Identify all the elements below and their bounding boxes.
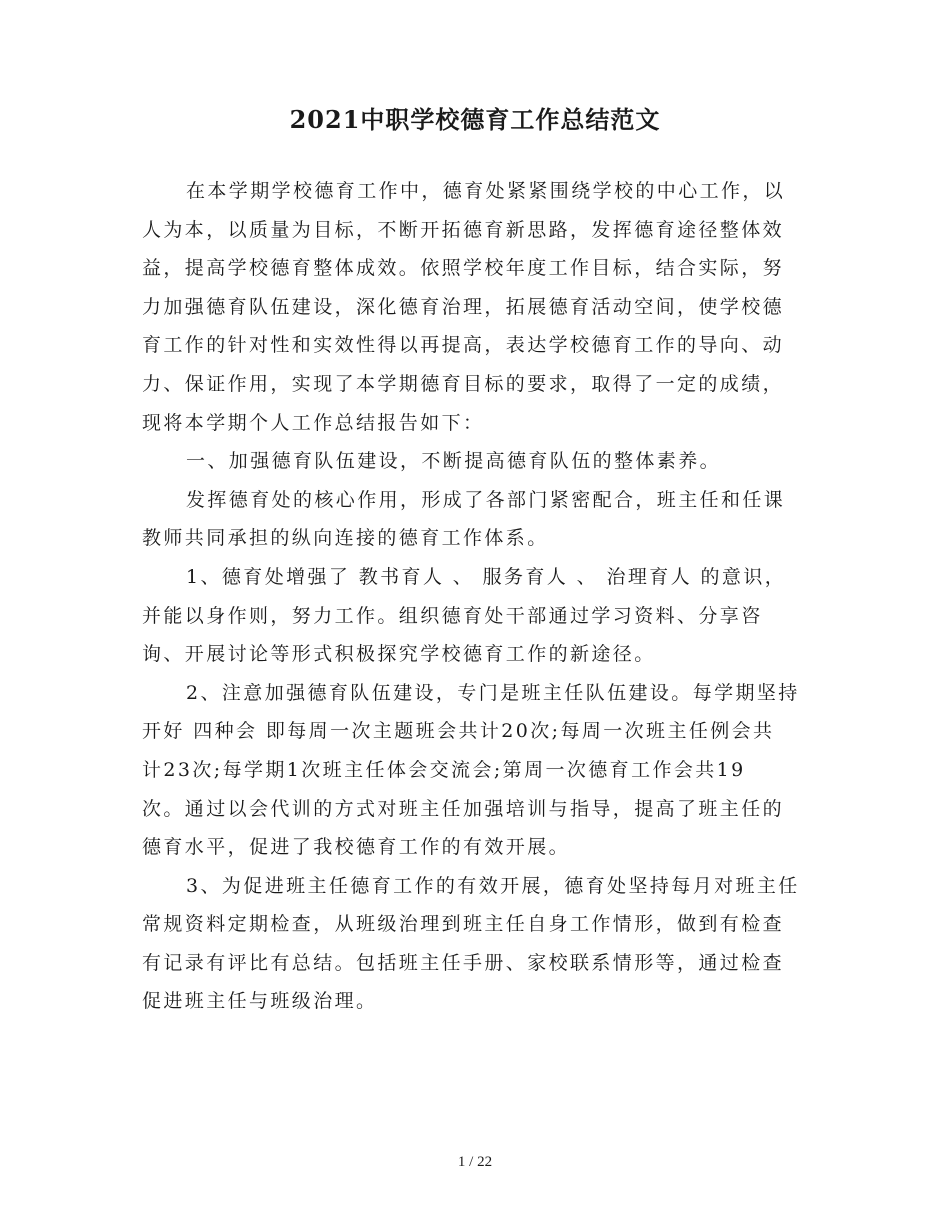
paragraph-line: 益，提高学校德育整体成效。依照学校年度工作目标，结合实际，努: [142, 257, 785, 280]
paragraph-line: 计23次;每学期1次班主任体会交流会;第周一次德育工作会共19: [142, 758, 746, 781]
document-body: [142, 172, 810, 1021]
paragraph-line: 促进班主任与班级治理。: [142, 990, 378, 1013]
paragraph-line: 3、为促进班主任德育工作的有效开展，德育处坚持每月对班主任: [186, 874, 800, 897]
paragraph-line: 力加强德育队伍建设，深化德育治理，拓展德育活动空间，使学校德: [142, 295, 785, 318]
paragraph-line: 人为本，以质量为目标，不断开拓德育新思路，发挥德育途径整体效: [142, 218, 785, 241]
page-number: 1 / 22: [457, 1154, 493, 1170]
paragraph-line: 开好 四种会 即每周一次主题班会共计20次;每周一次班主任例会共: [142, 720, 775, 743]
paragraph-line: 现将本学期个人工作总结报告如下：: [142, 411, 485, 434]
paragraph-line: 次。通过以会代训的方式对班主任加强培训与指导，提高了班主任的: [142, 797, 785, 820]
paragraph-line: 并能以身作则，努力工作。组织德育处干部通过学习资料、分享咨: [142, 604, 763, 627]
paragraph-line: 育工作的针对性和实效性得以再提高，表达学校德育工作的导向、动: [142, 334, 785, 357]
paragraph-line: 在本学期学校德育工作中，德育处紧紧围绕学校的中心工作，以: [186, 180, 786, 202]
paragraph-line: 发挥德育处的核心作用，形成了各部门紧密配合，班主任和任课: [186, 488, 786, 511]
document-title: 2021中职学校德育工作总结范文: [289, 105, 661, 134]
section-heading-line: 一、加强德育队伍建设，不断提高德育队伍的整体素养。: [186, 450, 722, 473]
paragraph-line: 德育水平，促进了我校德育工作的有效开展。: [142, 836, 571, 859]
paragraph-line: 常规资料定期检查，从班级治理到班主任自身工作情形，做到有检查: [142, 913, 785, 936]
paragraph-line: 有记录有评比有总结。包括班主任手册、家校联系情形等，通过检查: [142, 951, 785, 974]
paragraph-line: 询、开展讨论等形式积极探究学校德育工作的新途径。: [142, 643, 656, 666]
paragraph-line: 教师共同承担的纵向连接的德育工作体系。: [142, 527, 549, 550]
paragraph-line: 力、保证作用，实现了本学期德育目标的要求，取得了一定的成绩，: [142, 372, 785, 395]
paragraph-line: 2、注意加强德育队伍建设，专门是班主任队伍建设。每学期坚持: [186, 681, 800, 704]
paragraph-line: 1、德育处增强了 教书育人 、 服务育人 、 治理育人 的意识，: [186, 565, 787, 588]
